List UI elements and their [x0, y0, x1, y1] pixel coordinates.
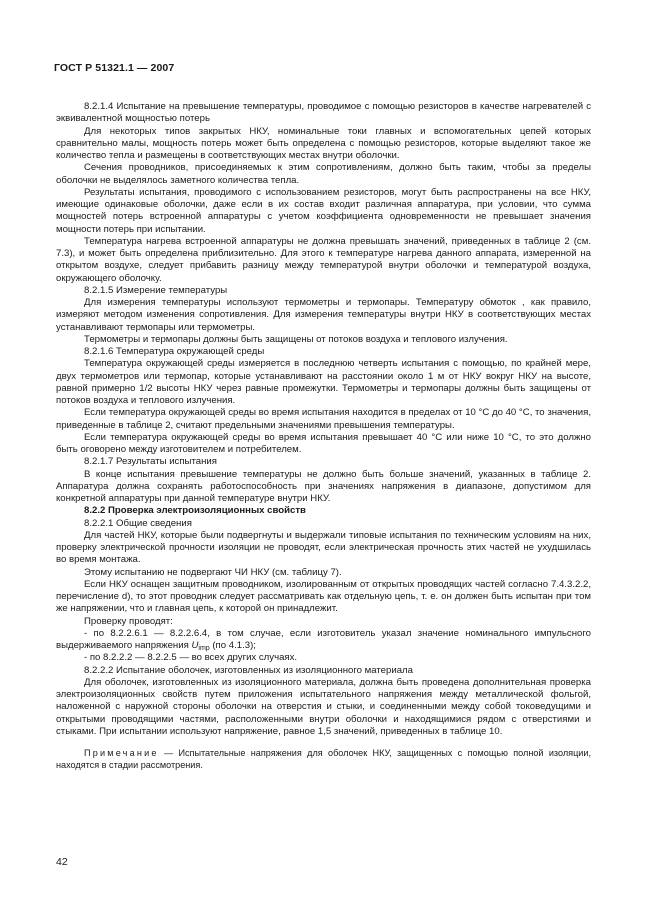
section-heading: 8.2.2.2 Испытание оболочек, изготовленных из изоляционного материала	[84, 664, 413, 676]
paragraph: Температура окружающей среды измеряется в последнюю четверть испытания с помощью, по крайней мере, двух термометров или термопар, которые устанавливают на расстоянии около 1 м от НКУ вокруг НКУ на высоте, равной примерно 1/2 высоты НКУ через равные промежутки. Термометры и термопары должны быть защищены от потоков воздуха и теплового излучения.	[56, 358, 591, 406]
note	[56, 747, 591, 772]
paragraph: В конце испытания превышение температуры не должно быть больше значений, указанных в таблице 2. Аппаратура должна сохранять работоспособность при значениях напряжения в диапазоне, допустимом для конкретной аппаратуры при данной температуре внутри НКУ.	[56, 468, 591, 504]
note-text: — Испытательные напряжения для оболочек НКУ, защищенных с помощью полной изоляции, находятся в стадии рассмотрения.	[56, 748, 591, 771]
document-body	[56, 101, 591, 772]
document-header: ГОСТ Р 51321.1 — 2007	[54, 62, 175, 74]
paragraph: Для оболочек, изготовленных из изоляционного материала, должна быть проведена дополнительная проверка электроизоляционных свойств путем приложения испытательного напряжения между металлической фольгой, наложенной с наружной стороны оболочки на отверстия и стыки, и соединенными между собой токоведущими и открытыми проводящими частями, расположенными внутри оболочки и находящимися рядом с отверстиями и стыками. При испытании используют напряжение, равное 1,5 значений, приведенных в таблице 10.	[56, 676, 591, 737]
section-heading-bold: 8.2.2 Проверка электроизоляционных свойств	[84, 505, 306, 517]
symbol-main: U	[191, 640, 199, 651]
paragraph: Термометры и термопары должны быть защищены от потоков воздуха и теплового излучения.	[84, 333, 508, 345]
paragraph: Для некоторых типов закрытых НКУ, номинальные токи главных и вспомогательных цепей которых сравнительно малы, мощность потерь может быть определена с помощью резисторов, которые выделяют такое же количество тепла и размещены в соответствующих местах внутри оболочки.	[56, 125, 591, 161]
list-item-ref: (по 4.1.3);	[212, 640, 256, 651]
paragraph: Если температура окружающей среды во время испытания превышает 40 °С или ниже 10 °С, то это должно быть оговорено между изготовителем и потребителем.	[56, 431, 591, 455]
section-heading: 8.2.1.5 Измерение температуры	[84, 284, 228, 296]
paragraph: Для частей НКУ, которые были подвергнуты и выдержали типовые испытания по техническим условиям на них, проверку электрической прочности изоляции не проводят, если электрическая прочность этих частей не ухудшилась во время монтажа.	[56, 529, 591, 566]
paragraph: Проверку проводят:	[84, 615, 173, 627]
paragraph: 8.2.1.4 Испытание на превышение температуры, проводимое с помощью резисторов в качестве нагревателей с эквивалентной мощностью потерь	[56, 101, 591, 125]
paragraph: Температура нагрева встроенной аппаратуры не должна превышать значений, приведенных в таблице 2 (см. 7.3), и может быть определена приблизительно. Для этого к температуре нагрева данного аппарата, измеренной на открытом воздухе, следует прибавить разницу между температурой внутри оболочки и температурой воздуха, окружающего оболочку.	[56, 235, 591, 284]
page-number: 42	[56, 856, 68, 868]
section-heading: 8.2.1.6 Температура окружающей среды	[84, 346, 265, 357]
paragraph: Если температура окружающей среды во время испытания находится в пределах от 10 °С до 40 °С, то значения, приведенные в таблице 2, считают предельными значениями превышения температуры.	[56, 407, 591, 431]
paragraph: Результаты испытания, проводимого с использованием резисторов, могут быть распространены на все НКУ, имеющие одинаковые оболочки, даже если в их состав входит различная аппаратура, при условии, что сумма мощностей потерь встроенной аппаратуры с учетом коэффициента одновременности не превышает значения мощности потерь при испытании.	[56, 186, 591, 235]
paragraph: Если НКУ оснащен защитным проводником, изолированным от открытых проводящих частей согласно 7.4.3.2.2, перечисление d), то этот проводник следует рассматривать как отдельную цепь, т. е. он должен быть испытан при том же напряжении, что и главная цепь, к которой он принадлежит.	[56, 578, 591, 615]
list-item	[56, 628, 591, 653]
list-item: - по 8.2.2.2 — 8.2.2.5 — во всех других случаях.	[84, 652, 298, 664]
paragraph: Этому испытанию не подвергают ЧИ НКУ (см. таблицу 7).	[84, 566, 342, 578]
section-heading: 8.2.2.1 Общие сведения	[84, 517, 192, 529]
paragraph: Сечения проводников, присоединяемых к этим сопротивлениям, должно быть таким, чтобы за пределы оболочки не выделялось заметного количества тепла.	[56, 162, 591, 186]
section-heading: 8.2.1.7 Результаты испытания	[84, 456, 217, 468]
note-label: Примечание	[84, 748, 159, 758]
symbol-sub: imp	[198, 645, 210, 652]
paragraph: Для измерения температуры используют термометры и термопары. Температуру обмоток , как правило, измеряют методом изменения сопротивления. Для измерения температуры внутри НКУ в соответствующих местах устанавливают термопары или термометры.	[56, 297, 591, 333]
list-item-text: - по 8.2.2.6.1 — 8.2.2.6.4, в том случае, если изготовитель указал значение номинального импульсного выдерживаемого напряжения	[56, 627, 591, 651]
